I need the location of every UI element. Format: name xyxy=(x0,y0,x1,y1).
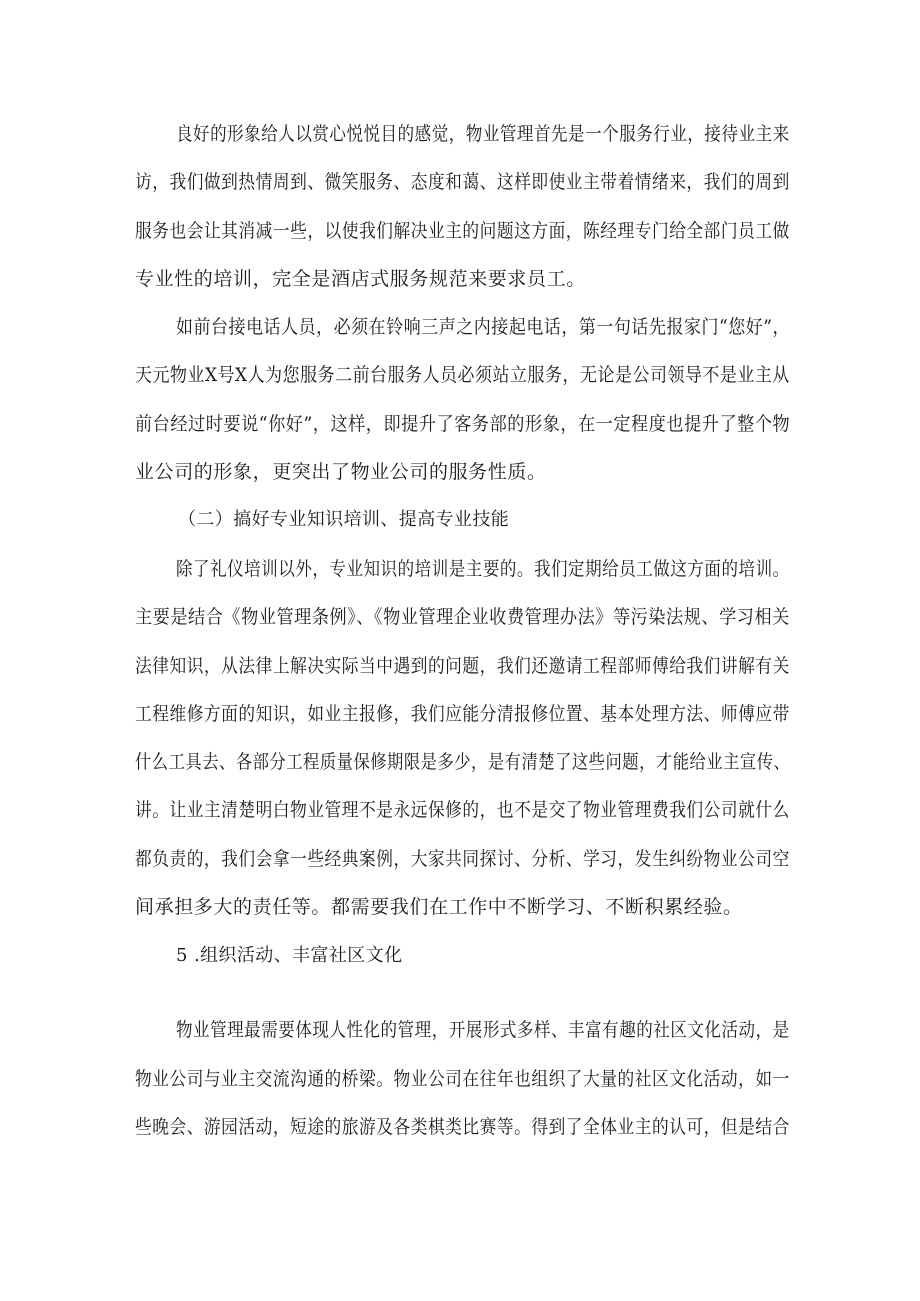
paragraph-3-line-8: 间承担多大的责任等。都需要我们在工作中不断学习、不断积累经验。 xyxy=(135,896,743,918)
paragraph-3-line-4: 工程维修方面的知识，如业主报修，我们应能分清报修位置、基本处理方法、师傅应带 xyxy=(135,703,790,725)
paragraph-3-line-3: 法律知识，从法律上解决实际当中遇到的问题，我们还邀请工程部师傅给我们讲解有关 xyxy=(135,655,790,677)
paragraph-3-line-1: 除了礼仪培训以外，专业知识的培训是主要的。我们定期给员工做这方面的培训。 xyxy=(176,558,790,580)
paragraph-2-line-4: 业公司的形象，更突出了物业公司的服务性质。 xyxy=(135,461,547,483)
paragraph-3-line-5: 什么工具去、各部分工程质量保修期限是多少，是有清楚了这些问题，才能给业主宣传、 xyxy=(135,751,791,773)
paragraph-2-line-1: 如前台接电话人员，必须在铃响三声之内接起电话，第一句话先报家门“您好”， xyxy=(176,316,790,338)
paragraph-3-line-2: 主要是结合《物业管理条例》、《物业管理企业收费管理办法》等污染法规、学习相关 xyxy=(135,606,790,628)
paragraph-3-line-6: 讲。让业主清楚明白物业管理不是永远保修的，也不是交了物业管理费我们公司就什么 xyxy=(135,799,790,821)
paragraph-1-line-3: 服务也会让其消减一些，以使我们解决业主的问题这方面，陈经理专门给全部门员工做 xyxy=(135,220,790,242)
section-heading-2: （二）搞好专业知识培训、提高专业技能 xyxy=(178,509,510,530)
section-heading-5: 5 .组织活动、丰富社区文化 xyxy=(176,945,403,966)
paragraph-2-line-2: 天元物业X号X人为您服务二前台服务人员必须站立服务，无论是公司领导不是业主从 xyxy=(135,364,790,386)
paragraph-4-line-3: 些晚会、游园活动，短途的旅游及各类棋类比赛等。得到了全体业主的认可，但是结合 xyxy=(135,1116,790,1138)
paragraph-1-line-2: 访，我们做到热情周到、微笑服务、态度和蔼、这样即使业主带着情绪来，我们的周到 xyxy=(135,171,790,193)
paragraph-2-line-3: 前台经过时要说“你好”，这样，即提升了客务部的形象，在一定程度也提升了整个物 xyxy=(135,413,791,435)
paragraph-1-line-1: 良好的形象给人以赏心悦悦目的感觉，物业管理首先是一个服务行业，接待业主来 xyxy=(176,123,790,145)
paragraph-3-line-7: 都负责的，我们会拿一些经典案例，大家共同探讨、分析、学习，发生纠纷物业公司空 xyxy=(135,848,790,870)
paragraph-1-line-4: 专业性的培训，完全是酒店式服务规范来要求员工。 xyxy=(135,268,586,290)
paragraph-4-line-2: 物业公司与业主交流沟通的桥梁。物业公司在往年也组织了大量的社区文化活动，如一 xyxy=(135,1068,790,1090)
paragraph-4-line-1: 物业管理最需要体现人性化的管理，开展形式多样、丰富有趣的社区文化活动，是 xyxy=(176,1019,790,1041)
